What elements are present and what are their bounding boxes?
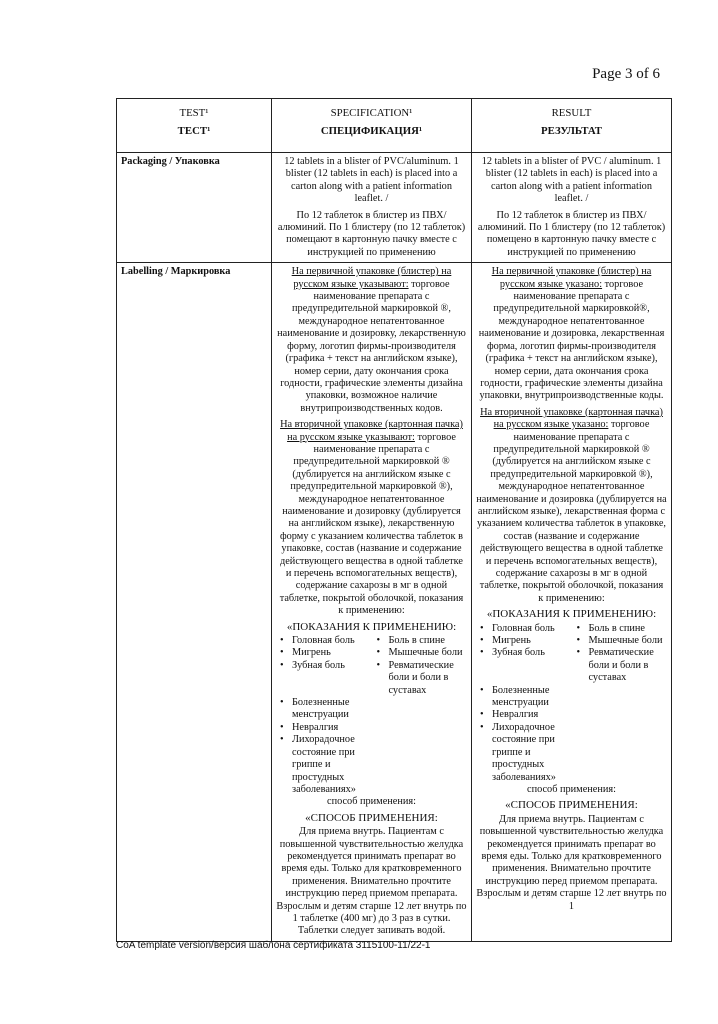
header-result: RESULT РЕЗУЛЬТАТ bbox=[472, 99, 672, 153]
labelling-label: Labelling / Маркировка bbox=[117, 263, 272, 942]
list-item: • Зубная боль bbox=[276, 660, 371, 697]
list-item: • Лихорадочное состояние при гриппе и простудных заболеваниях» bbox=[476, 722, 571, 784]
spec-method-body: Для приема внутрь. Пациентам с повышенной чувствительностью желудка рекомендуется принимать препарат во время еды. Только для кратковременного применения. Внимательно прочтите инструкцию перед приемом препарата. Взрослым и детям старше 12 лет внутрь по 1 таблетке (400 мг) до 3 раз в сутки. Таблетки следует запивать водой. bbox=[276, 826, 467, 937]
result-secondary: На вторичной упаковке (картонная пачка) на русском языке указано: торговое наименование препарата с предупредительной маркировкой ® (дублируется на английском языке с предупредительной маркировкой ®), международное непатентованное наименование и дозировка (дублируется на английском языке), лекарственная форма с указанием количества таблеток в упаковке, состав (название и содержание действующего вещества в одной таблетке и перечень вспомогательных веществ), содержание сахарозы в мг в одной таблетке, покрытой оболочкой, показания к применению: bbox=[476, 406, 667, 604]
packaging-spec bbox=[272, 153, 472, 263]
list-item: • Боль в спине bbox=[373, 635, 468, 647]
labelling-spec bbox=[272, 263, 472, 942]
result-indications-list bbox=[476, 623, 667, 784]
list-item: • Боль в спине bbox=[573, 623, 668, 635]
list-item: • Головная боль bbox=[276, 635, 371, 647]
labelling-row bbox=[117, 263, 672, 942]
packaging-spec-ru: По 12 таблеток в блистер из ПВХ/алюминий. По 1 блистеру (по 12 таблеток) помещают в картонную пачку вместе с инструкцией по применению bbox=[277, 209, 466, 258]
list-item: • Зубная боль bbox=[476, 647, 571, 684]
spec-indications-title: «ПОКАЗАНИЯ К ПРИМЕНЕНИЮ: bbox=[286, 620, 457, 633]
result-method-body: Для приема внутрь. Пациентам с повышенной чувствительностью желудка рекомендуется принимать препарат во время еды. Только для кратковременного применения. Внимательно прочтите инструкцию перед приемом препарата. Взрослым и детям старше 12 лет внутрь по 1 bbox=[476, 813, 667, 912]
spec-primary: На первичной упаковке (блистер) на русском языке указывают: торговое наименование препарата с предупредительной маркировкой ®, международное непатентованное наименование и дозировку, лекарственную форму, логотип фирмы-производителя (графика + текст на английском языке), номер серии, дату окончания срока годности, графические элементы дизайна упаковки, возможное наличие внутрипроизводственных кодов. bbox=[277, 266, 466, 414]
list-item: • Головная боль bbox=[476, 623, 571, 635]
page-number: Page 3 of 6 bbox=[592, 66, 660, 82]
list-item: • Лихорадочное состояние при гриппе и простудных заболеваниях» bbox=[276, 734, 371, 796]
list-item: • Мышечные боли bbox=[373, 647, 468, 659]
result-primary: На первичной упаковке (блистер) на русском языке указано: торговое наименование препарата с предупредительной маркировкой®, международное непатентованное наименование и дозировка, лекарственная форма, логотип фирмы-производителя (графика + текст на английском языке), номер серии, дата окончания срока годности, графические элементы дизайна упаковки, внутрипроизводственные коды. bbox=[478, 266, 665, 402]
list-item: • Ревматические боли и боли в суставах bbox=[373, 660, 468, 697]
list-item: • Мигрень bbox=[476, 635, 571, 647]
spec-secondary: На вторичной упаковке (картонная пачка) на русском языке указывают: торговое наименование препарата с предупредительной маркировкой ® (дублируется на английском языке с предупредительной маркировкой ®), международное непатентованное наименование и дозировку (дублируется на английском языке), лекарственную форму с указанием количества таблеток в упаковке, состав (название и содержание действующего вещества в одной таблетке и перечень вспомогательных веществ), содержание сахарозы в мг в одной таблетке, покрытой оболочкой, показания к применению: bbox=[279, 419, 464, 617]
list-item: • Мигрень bbox=[276, 647, 371, 659]
list-item bbox=[573, 709, 668, 721]
footer-template-version: CoA template version/версия шаблона сертификата 3115100-11/22-1 bbox=[116, 940, 431, 951]
list-item bbox=[573, 722, 668, 784]
result-indications-title: «ПОКАЗАНИЯ К ПРИМЕНЕНИЮ: bbox=[486, 608, 657, 621]
list-item bbox=[373, 734, 468, 796]
spec-method-intro: способ применения: bbox=[327, 796, 416, 808]
list-item: • Мышечные боли bbox=[573, 635, 668, 647]
spec-indications-list bbox=[276, 635, 467, 796]
packaging-row bbox=[117, 153, 672, 263]
header-specification: SPECIFICATION¹ СПЕЦИФИКАЦИЯ¹ bbox=[272, 99, 472, 153]
packaging-result-en: 12 tablets in a blister of PVC / aluminum. 1 blister (12 tablets in each) is placed into a carton along with a patient information leaflet. / bbox=[481, 156, 662, 205]
result-method-intro: способ применения: bbox=[527, 783, 616, 795]
spec-method-title: «СПОСОБ ПРИМЕНЕНИЯ: bbox=[305, 811, 438, 824]
packaging-label: Packaging / Упаковка bbox=[117, 153, 272, 263]
packaging-spec-en: 12 tablets in a blister of PVC/aluminum. 1 blister (12 tablets in each) is placed into a carton along with a patient information leaflet. / bbox=[284, 156, 459, 205]
result-method-title: «СПОСОБ ПРИМЕНЕНИЯ: bbox=[505, 799, 638, 812]
labelling-result bbox=[472, 263, 672, 942]
list-item: • Болезненные менструации bbox=[276, 697, 371, 722]
list-item: • Ревматические боли и боли в суставах bbox=[573, 647, 668, 684]
list-item bbox=[573, 685, 668, 710]
header-row bbox=[117, 99, 672, 153]
packaging-result bbox=[472, 153, 672, 263]
list-item bbox=[373, 722, 468, 734]
list-item: • Невралгия bbox=[276, 722, 371, 734]
packaging-result-ru: По 12 таблеток в блистер из ПВХ/алюминий. По 1 блистеру (по 12 таблеток) помещено в картонную пачку вместе с инструкцией по применению bbox=[477, 209, 666, 258]
header-test: TEST¹ ТЕСТ¹ bbox=[117, 99, 272, 153]
list-item bbox=[373, 697, 468, 722]
list-item: • Болезненные менструации bbox=[476, 685, 571, 710]
coa-table bbox=[116, 98, 672, 942]
list-item: • Невралгия bbox=[476, 709, 571, 721]
